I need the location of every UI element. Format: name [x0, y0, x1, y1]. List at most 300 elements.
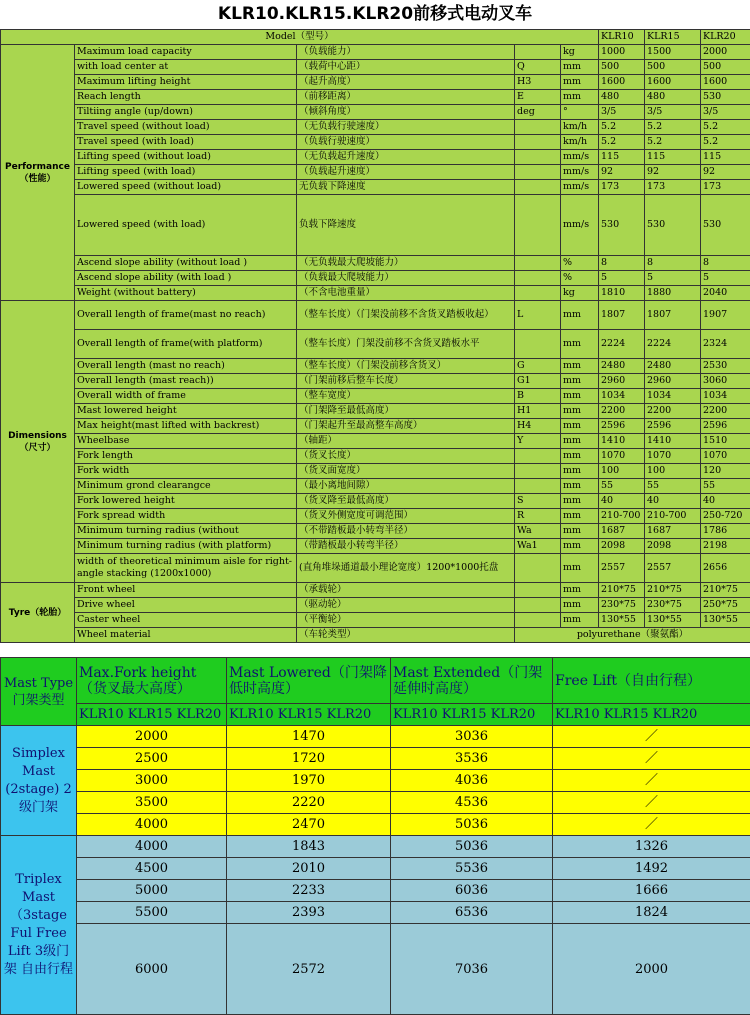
- mast-lowered-header: Mast Lowered（门架降低时高度）: [227, 658, 391, 704]
- spec-name-cn: 无负载下降速度: [297, 180, 515, 195]
- mast-extended-value: 6036: [391, 880, 553, 902]
- spec-symbol: Wa1: [515, 539, 561, 554]
- spec-symbol: Y: [515, 434, 561, 449]
- spec-row: [1, 449, 750, 464]
- spec-row: [1, 90, 750, 105]
- spec-value-klr15: 1070: [645, 449, 701, 464]
- mast-lowered-value: 2220: [227, 792, 391, 814]
- spec-row: [1, 135, 750, 150]
- spec-symbol: S: [515, 494, 561, 509]
- spec-value-klr20: 530: [701, 195, 750, 256]
- spec-value-klr10: 2200: [599, 404, 645, 419]
- spec-row: [1, 389, 750, 404]
- spec-value-klr20: 5.2: [701, 135, 750, 150]
- spec-value-klr10: 480: [599, 90, 645, 105]
- spec-name-en: Lifting speed (without load): [75, 150, 297, 165]
- spec-value-klr15: 1600: [645, 75, 701, 90]
- spec-name-en: Lifting speed (with load): [75, 165, 297, 180]
- fork-height-value: 2000: [77, 726, 227, 748]
- spec-unit: km/h: [561, 135, 599, 150]
- spec-name-cn: （负载最大爬坡能力）: [297, 271, 515, 286]
- spec-row: [1, 256, 750, 271]
- spec-name-en: Overall length of frame(with platform): [75, 330, 297, 359]
- spec-symbol: E: [515, 90, 561, 105]
- spec-value-klr20: 8: [701, 256, 750, 271]
- spec-value-klr15: 1880: [645, 286, 701, 301]
- spec-name-en: Fork spread width: [75, 509, 297, 524]
- spec-value-klr10: 210-700: [599, 509, 645, 524]
- spec-row: [1, 479, 750, 494]
- spec-value-klr20: 1034: [701, 389, 750, 404]
- mast-extended-value: 5036: [391, 836, 553, 858]
- spec-unit: mm/s: [561, 180, 599, 195]
- mast-row: [1, 858, 750, 880]
- spec-unit: mm: [561, 554, 599, 583]
- spec-value-klr15: 1410: [645, 434, 701, 449]
- free-lift-value: ／: [553, 770, 750, 792]
- spec-row: [1, 524, 750, 539]
- spec-name-en: Fork width: [75, 464, 297, 479]
- mast-type-header: Mast Type门架类型: [1, 658, 77, 726]
- spec-name-cn: （货叉外侧宽度可调范围）: [297, 509, 515, 524]
- model-klr15: KLR15: [645, 30, 701, 45]
- mast-row: [1, 924, 750, 1015]
- mast-extended-value: 3536: [391, 748, 553, 770]
- spec-name-en: Drive wheel: [75, 598, 297, 613]
- spec-name-en: Ascend slope ability (without load ): [75, 256, 297, 271]
- spec-symbol: [515, 120, 561, 135]
- spec-value-klr10: 92: [599, 165, 645, 180]
- spec-value-klr15: 210-700: [645, 509, 701, 524]
- spec-unit: mm/s: [561, 195, 599, 256]
- spec-row: [1, 150, 750, 165]
- spec-symbol: [515, 45, 561, 60]
- spec-symbol: G1: [515, 374, 561, 389]
- spec-symbol: [515, 583, 561, 598]
- fork-height-value: 4000: [77, 814, 227, 836]
- spec-row: [1, 75, 750, 90]
- spec-name-cn: （承载轮）: [297, 583, 515, 598]
- spec-symbol: Q: [515, 60, 561, 75]
- spec-value-klr20: 3/5: [701, 105, 750, 120]
- spec-value-klr10: 5: [599, 271, 645, 286]
- spec-name-en: Reach length: [75, 90, 297, 105]
- spec-row: [1, 301, 750, 330]
- spec-symbol: [515, 479, 561, 494]
- spec-value-klr15: 5.2: [645, 135, 701, 150]
- spec-symbol: L: [515, 301, 561, 330]
- spec-row: [1, 271, 750, 286]
- spec-value-klr10: 1410: [599, 434, 645, 449]
- spec-value-klr10: 1070: [599, 449, 645, 464]
- models-label: KLR10 KLR15 KLR20: [227, 704, 391, 726]
- spec-name-en: Wheel material: [75, 628, 297, 643]
- spec-name-cn: （平衡轮）: [297, 613, 515, 628]
- spec-value-klr15: 530: [645, 195, 701, 256]
- spec-name-cn: （载荷中心距）: [297, 60, 515, 75]
- spec-unit: mm: [561, 90, 599, 105]
- spec-unit: mm: [561, 539, 599, 554]
- spec-table: [0, 29, 750, 643]
- spec-symbol: [515, 554, 561, 583]
- spec-value-klr20: 2596: [701, 419, 750, 434]
- spec-name-cn: （货叉长度）: [297, 449, 515, 464]
- spec-row: [1, 404, 750, 419]
- spec-value-klr10: 2557: [599, 554, 645, 583]
- spec-row: [1, 464, 750, 479]
- spec-name-cn: （无负载起升速度）: [297, 150, 515, 165]
- spec-value-klr10: 1687: [599, 524, 645, 539]
- spec-value-klr10: 8: [599, 256, 645, 271]
- mast-extended-header: Mast Extended（门架延伸时高度）: [391, 658, 553, 704]
- free-lift-value: ／: [553, 792, 750, 814]
- spec-name-cn: （起升高度）: [297, 75, 515, 90]
- mast-row: [1, 770, 750, 792]
- spec-value-klr20: 2000: [701, 45, 750, 60]
- spec-value-klr15: 1687: [645, 524, 701, 539]
- spec-row: [1, 120, 750, 135]
- models-label: KLR10 KLR15 KLR20: [553, 704, 750, 726]
- free-lift-value: 2000: [553, 924, 750, 1015]
- spec-name-cn: （门架降至最低高度）: [297, 404, 515, 419]
- spec-symbol: [515, 271, 561, 286]
- spec-name-cn: （货叉降至最低高度）: [297, 494, 515, 509]
- spec-row: [1, 286, 750, 301]
- spec-value-klr20: 1600: [701, 75, 750, 90]
- spec-value-klr10: 2224: [599, 330, 645, 359]
- spec-unit: mm: [561, 419, 599, 434]
- simplex-mast-label: Simplex Mast (2stage) 2级门架: [1, 726, 77, 836]
- mast-row: [1, 902, 750, 924]
- spec-value-klr10: 3/5: [599, 105, 645, 120]
- mast-row: [1, 880, 750, 902]
- spec-value-klr20: 3060: [701, 374, 750, 389]
- spec-value-klr15: 2200: [645, 404, 701, 419]
- spec-value-klr20: 5: [701, 271, 750, 286]
- spec-value-klr15: 100: [645, 464, 701, 479]
- free-lift-value: 1326: [553, 836, 750, 858]
- spec-name-en: Weight (without battery): [75, 286, 297, 301]
- spec-value-klr20: 250-720: [701, 509, 750, 524]
- spec-name-cn: （带踏板最小转弯半径）: [297, 539, 515, 554]
- free-lift-header: Free Lift（自由行程）: [553, 658, 750, 704]
- mast-row: [1, 836, 750, 858]
- spec-unit: %: [561, 256, 599, 271]
- spec-row: [1, 419, 750, 434]
- spec-row: [1, 180, 750, 195]
- spec-name-cn: （整车长度）门架没前移不含货叉踏板水平: [297, 330, 515, 359]
- spec-name-en: Minimum turning radius (with platform): [75, 539, 297, 554]
- spec-name-cn: （门架起升至最高整车高度）: [297, 419, 515, 434]
- spec-value-klr20: 2324: [701, 330, 750, 359]
- free-lift-value: 1666: [553, 880, 750, 902]
- fork-height-value: 3000: [77, 770, 227, 792]
- spec-name-en: Overall length of frame(mast no reach): [75, 301, 297, 330]
- spec-name-cn: （负载行驶速度）: [297, 135, 515, 150]
- spec-row: [1, 60, 750, 75]
- wheel-material-value: polyurethane（聚氨酯）: [515, 628, 750, 643]
- spec-value-klr10: 40: [599, 494, 645, 509]
- spec-symbol: [515, 165, 561, 180]
- spec-unit: mm: [561, 509, 599, 524]
- spec-value-klr20: 2656: [701, 554, 750, 583]
- spec-row: [1, 554, 750, 583]
- spec-name-cn: （不含电池重量）: [297, 286, 515, 301]
- spec-name-en: Overall length (mast reach)): [75, 374, 297, 389]
- spec-value-klr10: 2098: [599, 539, 645, 554]
- spec-unit: mm: [561, 60, 599, 75]
- spec-unit: mm/s: [561, 165, 599, 180]
- mast-lowered-value: 1470: [227, 726, 391, 748]
- spec-row: [1, 330, 750, 359]
- spec-name-en: Fork lowered height: [75, 494, 297, 509]
- fork-height-value: 2500: [77, 748, 227, 770]
- mast-row: [1, 726, 750, 748]
- spec-symbol: Wa: [515, 524, 561, 539]
- models-label: KLR10 KLR15 KLR20: [77, 704, 227, 726]
- spec-row: [1, 598, 750, 613]
- spec-unit: mm: [561, 598, 599, 613]
- spec-value-klr20: 92: [701, 165, 750, 180]
- mast-lowered-value: 2233: [227, 880, 391, 902]
- spec-unit: mm: [561, 479, 599, 494]
- spec-symbol: B: [515, 389, 561, 404]
- mast-row: [1, 748, 750, 770]
- spec-value-klr20: 120: [701, 464, 750, 479]
- spec-value-klr10: 5.2: [599, 120, 645, 135]
- spec-value-klr15: 480: [645, 90, 701, 105]
- spec-value-klr15: 130*55: [645, 613, 701, 628]
- spec-name-cn: （倾斜角度）: [297, 105, 515, 120]
- spec-symbol: [515, 286, 561, 301]
- mast-extended-value: 4036: [391, 770, 553, 792]
- spec-value-klr15: 1807: [645, 301, 701, 330]
- spec-value-klr20: 530: [701, 90, 750, 105]
- spec-row: [1, 195, 750, 256]
- spec-value-klr20: 210*75: [701, 583, 750, 598]
- spec-unit: mm: [561, 494, 599, 509]
- mast-lowered-value: 2010: [227, 858, 391, 880]
- spec-unit: mm: [561, 301, 599, 330]
- mast-extended-value: 5536: [391, 858, 553, 880]
- spec-value-klr15: 2098: [645, 539, 701, 554]
- group-label-performance: Performance（性能）: [1, 45, 75, 301]
- mast-models-row: [1, 704, 750, 726]
- spec-unit: mm: [561, 404, 599, 419]
- model-klr10: KLR10: [599, 30, 645, 45]
- spec-value-klr15: 115: [645, 150, 701, 165]
- spec-name-en: Fork length: [75, 449, 297, 464]
- fork-height-value: 5000: [77, 880, 227, 902]
- mast-extended-value: 7036: [391, 924, 553, 1015]
- spec-value-klr10: 230*75: [599, 598, 645, 613]
- spec-unit: mm/s: [561, 150, 599, 165]
- spec-unit: mm: [561, 389, 599, 404]
- spec-name-en: Ascend slope ability (with load ): [75, 271, 297, 286]
- spec-unit: °: [561, 105, 599, 120]
- spec-value-klr10: 115: [599, 150, 645, 165]
- spec-value-klr10: 1600: [599, 75, 645, 90]
- spec-name-en: Wheelbase: [75, 434, 297, 449]
- spec-value-klr15: 55: [645, 479, 701, 494]
- spec-unit: kg: [561, 286, 599, 301]
- spec-symbol: [515, 613, 561, 628]
- spec-value-klr10: 55: [599, 479, 645, 494]
- spec-symbol: R: [515, 509, 561, 524]
- spec-name-en: Minimum turning radius (without: [75, 524, 297, 539]
- mast-lowered-value: 2393: [227, 902, 391, 924]
- spec-value-klr15: 1034: [645, 389, 701, 404]
- spec-name-cn: （门架前移后整车长度）: [297, 374, 515, 389]
- spec-value-klr10: 1807: [599, 301, 645, 330]
- spec-value-klr20: 1070: [701, 449, 750, 464]
- mast-extended-value: 4536: [391, 792, 553, 814]
- spec-unit: mm: [561, 434, 599, 449]
- spec-name-en: Lowered speed (with load): [75, 195, 297, 256]
- mast-extended-value: 5036: [391, 814, 553, 836]
- spec-name-en: width of theoretical minimum aisle for right-angle stacking (1200x1000): [75, 554, 297, 583]
- spec-row: [1, 628, 750, 643]
- spec-name-en: Lowered speed (without load): [75, 180, 297, 195]
- spec-name-cn: （整车长度）（门架没前移含货叉）: [297, 359, 515, 374]
- spec-name-cn: （前移距离）: [297, 90, 515, 105]
- spec-name-cn: （不带踏板最小转弯半径）: [297, 524, 515, 539]
- spec-row: [1, 509, 750, 524]
- model-klr20: KLR20: [701, 30, 750, 45]
- mast-lowered-value: 2572: [227, 924, 391, 1015]
- mast-header-row: [1, 658, 750, 704]
- spec-unit: mm: [561, 583, 599, 598]
- spec-value-klr15: 173: [645, 180, 701, 195]
- spec-unit: mm: [561, 449, 599, 464]
- spec-value-klr15: 230*75: [645, 598, 701, 613]
- spec-unit: mm: [561, 524, 599, 539]
- fork-height-value: 6000: [77, 924, 227, 1015]
- free-lift-value: 1492: [553, 858, 750, 880]
- spec-value-klr10: 530: [599, 195, 645, 256]
- mast-row: [1, 814, 750, 836]
- spec-name-en: Overall width of frame: [75, 389, 297, 404]
- spec-name-cn: （负载能力）: [297, 45, 515, 60]
- mast-table: [0, 657, 750, 1015]
- spec-row: [1, 165, 750, 180]
- spec-unit: mm: [561, 359, 599, 374]
- spec-symbol: H4: [515, 419, 561, 434]
- spec-value-klr10: 2960: [599, 374, 645, 389]
- spec-name-en: Mast lowered height: [75, 404, 297, 419]
- spec-row: [1, 613, 750, 628]
- spec-value-klr20: 55: [701, 479, 750, 494]
- spec-name-en: Travel speed (with load): [75, 135, 297, 150]
- spec-symbol: [515, 256, 561, 271]
- triplex-mast-label: Triplex Mast （3stage Ful Free Lift 3级门架 自由行程: [1, 836, 77, 1015]
- spec-value-klr10: 500: [599, 60, 645, 75]
- spec-name-cn: （驱动轮）: [297, 598, 515, 613]
- spec-value-klr20: 1907: [701, 301, 750, 330]
- spec-symbol: [515, 135, 561, 150]
- model-label: Model（型号）: [1, 30, 599, 45]
- spec-value-klr15: 210*75: [645, 583, 701, 598]
- spec-value-klr15: 92: [645, 165, 701, 180]
- spec-name-cn: （车轮类型）: [297, 628, 515, 643]
- free-lift-value: ／: [553, 814, 750, 836]
- spec-value-klr10: 2480: [599, 359, 645, 374]
- spec-name-cn: （整车长度）（门架没前移不含货叉踏板收起）: [297, 301, 515, 330]
- spec-value-klr20: 115: [701, 150, 750, 165]
- spec-value-klr20: 130*55: [701, 613, 750, 628]
- spec-symbol: H1: [515, 404, 561, 419]
- spec-row: [1, 105, 750, 120]
- spec-value-klr15: 500: [645, 60, 701, 75]
- spec-row: [1, 583, 750, 598]
- spec-value-klr10: 2596: [599, 419, 645, 434]
- spec-value-klr10: 5.2: [599, 135, 645, 150]
- spec-value-klr20: 1510: [701, 434, 750, 449]
- spec-value-klr20: 2040: [701, 286, 750, 301]
- spec-name-en: Minimum grond clearangce: [75, 479, 297, 494]
- spec-name-cn: （无负载行驶速度）: [297, 120, 515, 135]
- spec-value-klr10: 1034: [599, 389, 645, 404]
- spec-value-klr20: 1786: [701, 524, 750, 539]
- spec-value-klr15: 2224: [645, 330, 701, 359]
- page-title: KLR10.KLR15.KLR20前移式电动叉车: [0, 0, 750, 29]
- spec-name-en: Travel speed (without load): [75, 120, 297, 135]
- spec-value-klr10: 1000: [599, 45, 645, 60]
- spec-name-cn: (直角堆垛通道最小理论宽度）1200*1000托盘: [297, 554, 515, 583]
- spec-value-klr10: 1810: [599, 286, 645, 301]
- spec-symbol: [515, 150, 561, 165]
- spec-row: [1, 434, 750, 449]
- spec-value-klr15: 2960: [645, 374, 701, 389]
- spec-value-klr15: 2596: [645, 419, 701, 434]
- spec-row: [1, 494, 750, 509]
- spec-value-klr10: 130*55: [599, 613, 645, 628]
- spec-value-klr15: 5.2: [645, 120, 701, 135]
- spec-symbol: [515, 195, 561, 256]
- spec-name-en: Max height(mast lifted with backrest): [75, 419, 297, 434]
- spec-value-klr10: 100: [599, 464, 645, 479]
- spec-name-en: Overall length (mast no reach): [75, 359, 297, 374]
- spec-value-klr15: 40: [645, 494, 701, 509]
- spec-symbol: H3: [515, 75, 561, 90]
- spec-value-klr20: 250*75: [701, 598, 750, 613]
- spec-symbol: deg: [515, 105, 561, 120]
- spec-unit: %: [561, 271, 599, 286]
- mast-lowered-value: 2470: [227, 814, 391, 836]
- fork-height-value: 5500: [77, 902, 227, 924]
- spec-symbol: [515, 330, 561, 359]
- fork-height-value: 4500: [77, 858, 227, 880]
- spec-unit: mm: [561, 464, 599, 479]
- mast-lowered-value: 1720: [227, 748, 391, 770]
- fork-height-value: 3500: [77, 792, 227, 814]
- free-lift-value: 1824: [553, 902, 750, 924]
- spec-name-cn: （货叉面宽度）: [297, 464, 515, 479]
- spec-symbol: [515, 449, 561, 464]
- mast-extended-value: 6536: [391, 902, 553, 924]
- spec-value-klr15: 3/5: [645, 105, 701, 120]
- fork-height-header: Max.Fork height（货叉最大高度）: [77, 658, 227, 704]
- fork-height-value: 4000: [77, 836, 227, 858]
- spec-value-klr15: 2557: [645, 554, 701, 583]
- spec-value-klr20: 2530: [701, 359, 750, 374]
- spec-name-en: Maximum lifting height: [75, 75, 297, 90]
- spec-value-klr20: 2200: [701, 404, 750, 419]
- spec-name-cn: （最小离地间隙）: [297, 479, 515, 494]
- spec-row: [1, 45, 750, 60]
- models-label: KLR10 KLR15 KLR20: [391, 704, 553, 726]
- spec-unit: km/h: [561, 120, 599, 135]
